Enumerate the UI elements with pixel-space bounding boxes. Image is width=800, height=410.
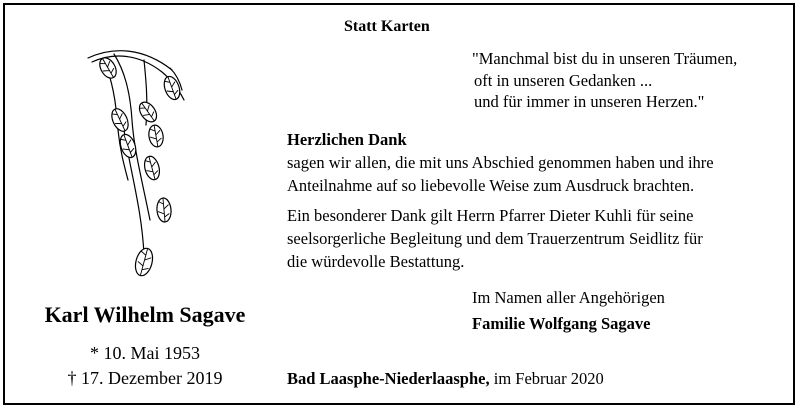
deceased-name: Karl Wilhelm Sagave bbox=[44, 302, 246, 327]
thanks-paragraph bbox=[287, 151, 714, 197]
thanks-heading: Herzlichen Dank bbox=[287, 130, 407, 149]
birth-date: * 10. Mai 1953 bbox=[90, 343, 200, 363]
paragraph-line: seelsorgerliche Begleitung und dem Trauerzentrum Seidlitz für bbox=[287, 229, 703, 248]
notice-header: Statt Karten bbox=[344, 18, 430, 35]
death-date: † 17. Dezember 2019 bbox=[67, 368, 223, 388]
birch-branch-icon bbox=[84, 40, 194, 290]
quote-line: und für immer in unseren Herzen." bbox=[474, 92, 705, 111]
signature-intro: Im Namen aller Angehörigen bbox=[472, 288, 665, 307]
paragraph-line: Ein besonderer Dank gilt Herrn Pfarrer Dieter Kuhli für seine bbox=[287, 206, 694, 225]
memorial-quote bbox=[472, 48, 737, 113]
date-text: im Februar 2020 bbox=[489, 369, 604, 388]
quote-line: oft in unseren Gedanken ... bbox=[474, 70, 653, 90]
quote-line: "Manchmal bist du in unseren Träumen, bbox=[472, 49, 738, 68]
special-thanks-paragraph bbox=[287, 204, 703, 273]
paragraph-line: sagen wir allen, die mit uns Abschied genommen haben und ihre bbox=[287, 153, 714, 172]
paragraph-line: die würdevolle Bestattung. bbox=[287, 252, 465, 271]
paragraph-line: Anteilnahme auf so liebevolle Weise zum Ausdruck brachten. bbox=[287, 176, 695, 195]
signature-family: Familie Wolfgang Sagave bbox=[472, 314, 651, 333]
place-date-line bbox=[287, 369, 604, 389]
place-name: Bad Laasphe-Niederlaasphe, bbox=[287, 369, 490, 388]
